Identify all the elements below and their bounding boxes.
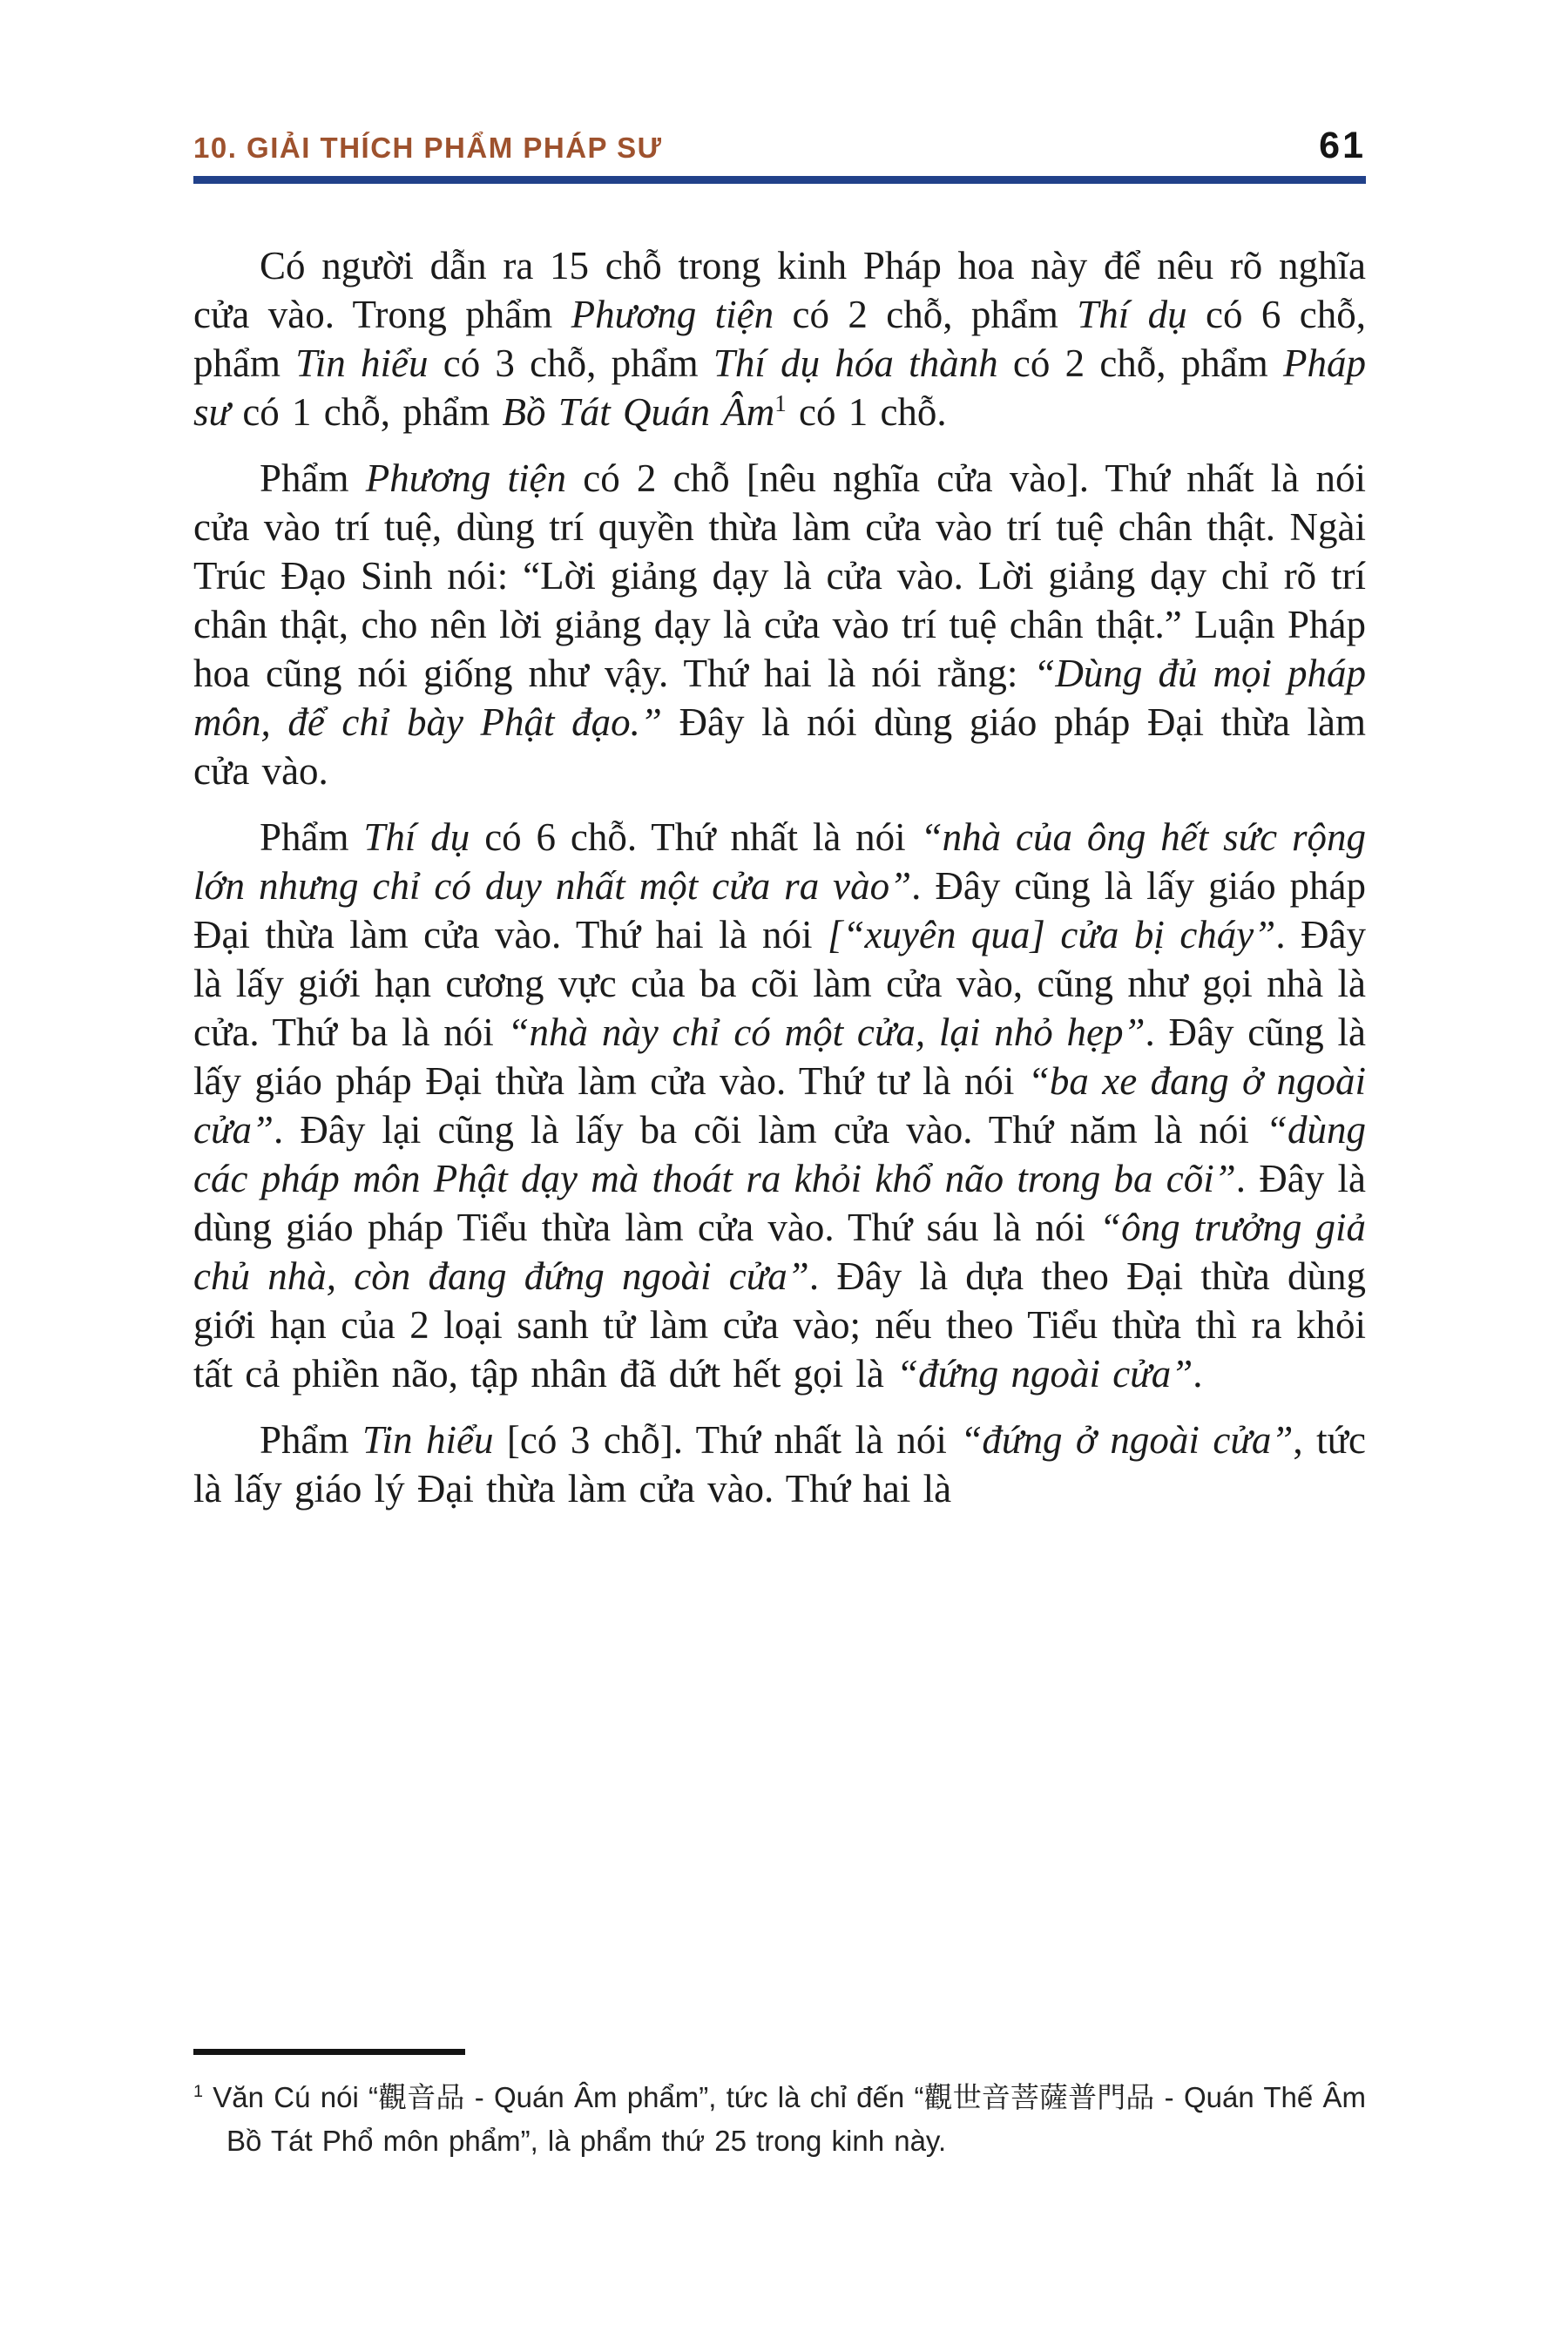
footnote-marker: 1 <box>774 390 787 416</box>
chapter-title: 10. GIẢI THÍCH PHẨM PHÁP SƯ <box>193 132 663 164</box>
text-run: Phương tiện <box>571 293 774 336</box>
text-run: “dùng các pháp môn Phật dạy mà thoát ra khỏi khổ não trong ba cõi” <box>193 1108 1366 1200</box>
text-run: . Đây là dùng giáo pháp Tiểu thừa làm cửa vào. Thứ sáu là nói <box>193 1157 1367 1249</box>
text-run: . Đây là dựa theo Đại thừa dùng giới hạn của 2 loại sanh tử làm cửa vào; nếu theo Tiểu thừa thì ra khỏi tất cả phiền não, tập nhân đã dứt hết gọi là <box>193 1254 1366 1396</box>
text-run: Bồ Tát Quán Âm <box>502 390 775 434</box>
text-run: có 2 chỗ, phẩm <box>774 293 1078 336</box>
text-run: có 6 chỗ. Thứ nhất là nói <box>470 815 921 859</box>
text-run: Thí dụ <box>363 815 470 859</box>
body-paragraph <box>193 241 1366 436</box>
text-run: Có người dẫn ra 15 chỗ trong kinh Pháp hoa này để nêu rõ nghĩa cửa vào. Trong phẩm <box>193 244 1366 336</box>
text-run: [“xuyên qua] cửa bị cháy” <box>828 913 1276 956</box>
text-run: Văn Cú nói “觀音品 - Quán Âm phẩm”, tức là chỉ đến “觀世音菩薩普門品 - Quán Thế Âm Bồ Tát Phổ môn phẩm”, là phẩm thứ 25 trong kinh này. <box>203 2081 1366 2157</box>
text-run: có 1 chỗ. <box>786 390 947 434</box>
text-run: . Đây là lấy giới hạn cương vực của ba cõi làm cửa vào, cũng như gọi nhà là cửa. Thứ ba là nói <box>193 913 1366 1054</box>
text-run: Phẩm <box>260 1418 362 1462</box>
text-run: . Đây lại cũng là lấy ba cõi làm cửa vào. Thứ năm là nói <box>274 1108 1266 1152</box>
text-run: “ông trưởng giả chủ nhà, còn đang đứng ngoài cửa” <box>193 1206 1366 1298</box>
text-run: [có 3 chỗ]. Thứ nhất là nói <box>493 1418 961 1462</box>
text-run: . Đây cũng là lấy giáo pháp Đại thừa làm cửa vào. Thứ tư là nói <box>193 1010 1366 1103</box>
page-header <box>193 127 1366 165</box>
text-run: “nhà của ông hết sức rộng lớn nhưng chỉ có duy nhất một cửa ra vào” <box>193 815 1366 908</box>
text-run: “đứng ở ngoài cửa” <box>960 1418 1294 1462</box>
footnote-separator <box>193 2049 465 2055</box>
body-paragraph <box>193 1416 1366 1513</box>
text-run: “nhà này chỉ có một cửa, lại nhỏ hẹp” <box>507 1010 1146 1054</box>
text-run: Tin hiểu <box>362 1418 494 1462</box>
text-run: có 3 chỗ, phẩm <box>428 341 713 385</box>
text-run: . Đây cũng là lấy giáo pháp Đại thừa làm cửa vào. Thứ hai là nói <box>193 864 1367 956</box>
body-text <box>193 241 1366 1513</box>
text-run: Thí dụ hóa thành <box>713 341 998 385</box>
body-paragraph <box>193 454 1366 795</box>
footnote-marker: 1 <box>193 2082 204 2101</box>
text-run: có 2 chỗ, phẩm <box>997 341 1283 385</box>
text-run: có 6 chỗ, phẩm <box>193 293 1367 385</box>
text-run: “ba xe đang ở ngoài cửa” <box>193 1059 1366 1152</box>
footnote-block <box>193 2049 1366 2163</box>
footnote-text <box>193 2076 1366 2163</box>
text-run: “Dùng đủ mọi pháp môn, để chỉ bày Phật đạo.” <box>193 652 1367 744</box>
text-run: có 2 chỗ [nêu nghĩa cửa vào]. Thứ nhất là nói cửa vào trí tuệ, dùng trí quyền thừa làm cửa vào trí tuệ chân thật. Ngài Trúc Đạo Sinh nói: “Lời giảng dạy là cửa vào. Lời giảng dạy chỉ rõ trí chân thật, cho nên lời giảng dạy là cửa vào trí tuệ chân thật.” Luận Pháp hoa cũng nói giống như vậy. Thứ hai là nói rằng: <box>193 456 1366 695</box>
page-content <box>193 127 1366 1531</box>
page-number: 61 <box>1319 125 1366 166</box>
text-run: có 1 chỗ, phẩm <box>230 390 503 434</box>
text-run: . <box>1193 1352 1203 1396</box>
text-run: “đứng ngoài cửa” <box>896 1352 1193 1396</box>
header-rule <box>193 176 1366 184</box>
text-run: Thí dụ <box>1077 293 1187 336</box>
text-run: , tức là lấy giáo lý Đại thừa làm cửa vào. Thứ hai là <box>193 1418 1366 1511</box>
text-run: Pháp sư <box>193 341 1366 434</box>
text-run: Phẩm <box>260 456 366 500</box>
body-paragraph <box>193 813 1366 1398</box>
text-run: Đây là nói dùng giáo pháp Đại thừa làm cửa vào. <box>193 700 1366 793</box>
text-run: Phẩm <box>260 815 364 859</box>
text-run: Tin hiểu <box>295 341 429 385</box>
text-run: Phương tiện <box>365 456 566 500</box>
